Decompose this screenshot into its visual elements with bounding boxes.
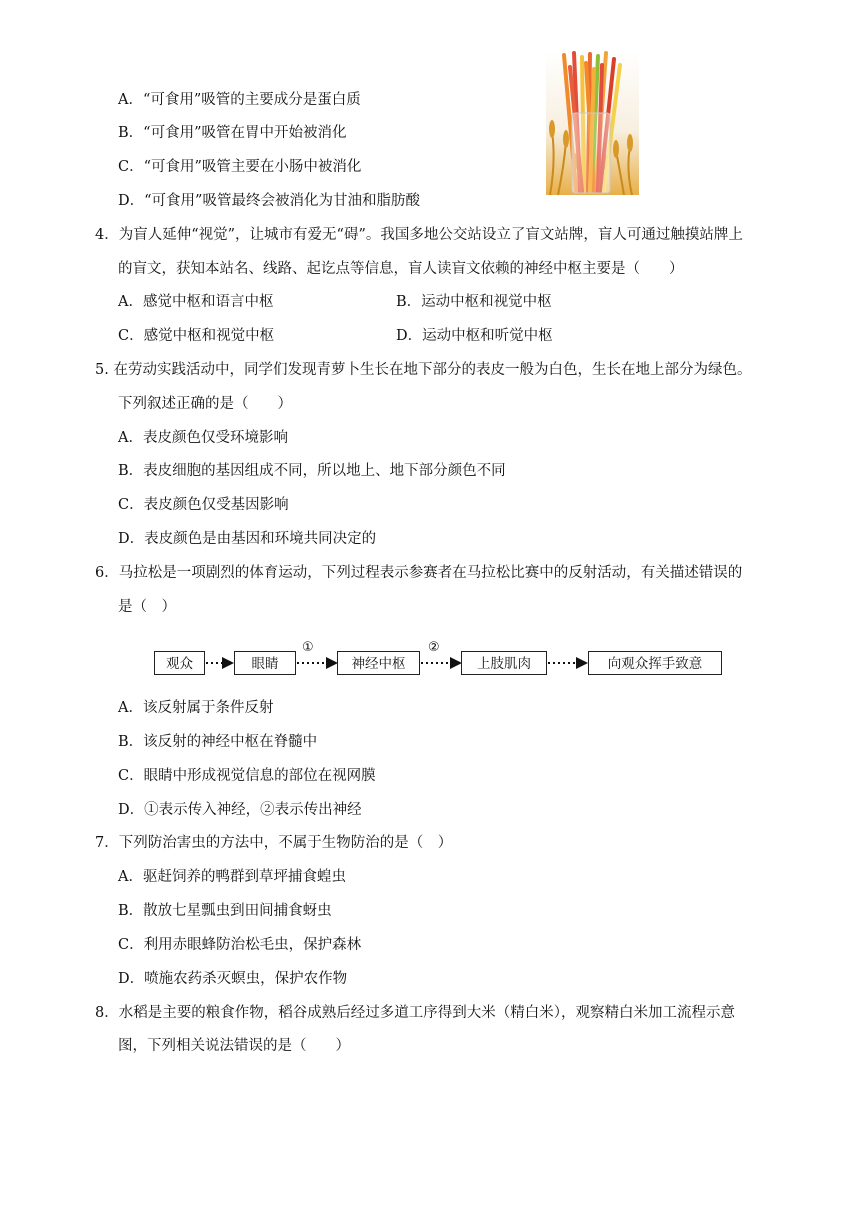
marker-2: ②	[428, 640, 440, 655]
question-8-stem-cont: 图，下列相关说法错误的是（ ）	[118, 1038, 350, 1054]
question-5-stem-cont: 下列叙述正确的是（ ）	[118, 396, 292, 412]
option-b: B．该反射的神经中枢在脊髓中	[118, 734, 318, 750]
option-a: A．该反射属于条件反射	[118, 700, 274, 716]
flow-box-arm-muscle: 上肢肌肉	[461, 651, 547, 675]
option-c: C．“可食用”吸管主要在小肠中被消化	[118, 159, 362, 175]
question-4-stem: 4．为盲人延伸“视觉”，让城市有爱无“碍”。我国多地公交站设立了盲文站牌，盲人可通过触摸站牌上	[95, 227, 743, 243]
option-d: D．①表示传入神经，②表示传出神经	[118, 802, 362, 818]
marker-1: ①	[302, 640, 314, 655]
flow-box-nerve-center: 神经中枢	[337, 651, 420, 675]
question-7-stem: 7．下列防治害虫的方法中，不属于生物防治的是（ ）	[95, 835, 453, 851]
question-8-stem: 8．水稻是主要的粮食作物，稻谷成熟后经过多道工序得到大米（精白米），观察精白米加工流程示意	[95, 1005, 735, 1021]
option-c: C．表皮颜色仅受基因影响	[118, 497, 289, 513]
option-b: B．散放七星瓢虫到田间捕食蚜虫	[118, 903, 332, 919]
option-c: C．利用赤眼蜂防治松毛虫，保护森林	[118, 937, 362, 953]
question-6-stem-cont: 是（ ）	[118, 599, 176, 615]
option-a: A．驱赶饲养的鸭群到草坪捕食蝗虫	[118, 869, 346, 885]
option-a: A．表皮颜色仅受环境影响	[118, 430, 288, 446]
option-c: C．感觉中枢和视觉中枢	[118, 328, 275, 344]
option-d: D．喷施农药杀灭螟虫，保护农作物	[118, 971, 348, 987]
option-d: D．“可食用”吸管最终会被消化为甘油和脂肪酸	[118, 193, 420, 209]
option-c: C．眼睛中形成视觉信息的部位在视网膜	[118, 768, 376, 784]
flow-box-eyes: 眼睛	[234, 651, 296, 675]
flow-box-audience: 观众	[154, 651, 205, 675]
option-a: A．“可食用”吸管的主要成分是蛋白质	[118, 92, 361, 108]
question-6-stem: 6．马拉松是一项剧烈的体育运动，下列过程表示参赛者在马拉松比赛中的反射活动，有关描述错误的	[95, 565, 743, 581]
question-5-stem: 5. 在劳动实践活动中，同学们发现青萝卜生长在地下部分的表皮一般为白色，生长在地上部分为绿色。	[95, 362, 752, 378]
flow-box-wave-to-audience: 向观众挥手致意	[588, 651, 722, 675]
question-4-stem-cont: 的盲文，获知本站名、线路、起讫点等信息，盲人读盲文依赖的神经中枢主要是（ ）	[118, 261, 684, 277]
option-b: B．表皮细胞的基因组成不同，所以地上、地下部分颜色不同	[118, 463, 506, 479]
option-b: B．“可食用”吸管在胃中开始被消化	[118, 125, 347, 141]
option-d: D．运动中枢和听觉中枢	[396, 328, 553, 344]
option-b: B．运动中枢和视觉中枢	[396, 294, 552, 310]
option-a: A．感觉中枢和语言中枢	[118, 294, 274, 310]
option-d: D．表皮颜色是由基因和环境共同决定的	[118, 531, 377, 547]
